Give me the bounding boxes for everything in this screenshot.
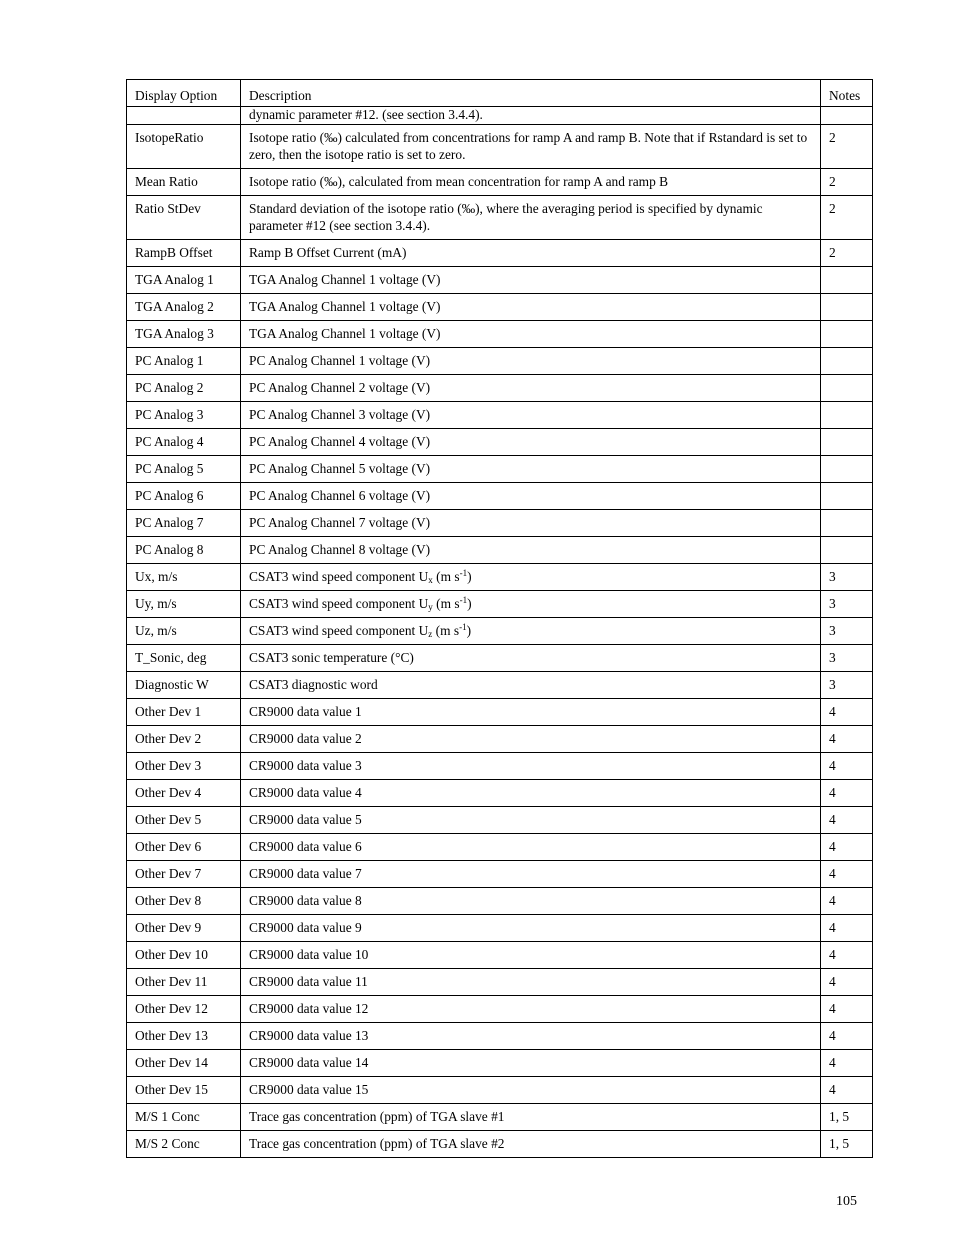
notes-cell: 4 [821, 969, 873, 996]
notes-cell [821, 321, 873, 348]
description-cell: PC Analog Channel 5 voltage (V) [241, 456, 821, 483]
description-part-sup: -1 [459, 622, 467, 632]
notes-cell: 4 [821, 915, 873, 942]
description-cell: CR9000 data value 10 [241, 942, 821, 969]
notes-cell [821, 429, 873, 456]
description-cell: CR9000 data value 13 [241, 1023, 821, 1050]
table-row [127, 591, 873, 618]
table-row [127, 169, 873, 196]
description-cell: CR9000 data value 4 [241, 780, 821, 807]
description-part-post: ) [467, 569, 472, 584]
display-option-cell: Other Dev 4 [127, 780, 241, 807]
notes-cell: 4 [821, 726, 873, 753]
description-cell: CR9000 data value 8 [241, 888, 821, 915]
description-part-mid: (m s [432, 623, 460, 638]
table-row [127, 699, 873, 726]
continuation-description: dynamic parameter #12. (see section 3.4.4). [241, 107, 821, 125]
description-part-pre: CSAT3 wind speed component U [249, 596, 429, 611]
description-part-sub: x [428, 575, 433, 585]
display-option-cell: M/S 1 Conc [127, 1104, 241, 1131]
table-row [127, 969, 873, 996]
description-part-sub: y [428, 602, 433, 612]
notes-cell: 4 [821, 942, 873, 969]
description-cell: PC Analog Channel 6 voltage (V) [241, 483, 821, 510]
notes-cell: 4 [821, 996, 873, 1023]
table-row [127, 834, 873, 861]
description-cell: TGA Analog Channel 1 voltage (V) [241, 294, 821, 321]
notes-cell: 2 [821, 169, 873, 196]
table-row [127, 456, 873, 483]
header-description: Description [241, 80, 821, 107]
header-notes: Notes [821, 80, 873, 107]
description-cell: PC Analog Channel 7 voltage (V) [241, 510, 821, 537]
description-cell: Isotope ratio (‰), calculated from mean concentration for ramp A and ramp B [241, 169, 821, 196]
display-option-cell: PC Analog 3 [127, 402, 241, 429]
table-row [127, 1131, 873, 1158]
description-cell: CR9000 data value 15 [241, 1077, 821, 1104]
display-option-cell: PC Analog 1 [127, 348, 241, 375]
notes-cell: 3 [821, 591, 873, 618]
notes-cell: 2 [821, 196, 873, 240]
table-header-row [127, 80, 873, 107]
display-option-cell: Other Dev 12 [127, 996, 241, 1023]
display-option-cell: Diagnostic W [127, 672, 241, 699]
display-option-cell: Uz, m/s [127, 618, 241, 645]
display-option-cell: TGA Analog 3 [127, 321, 241, 348]
table-row [127, 240, 873, 267]
description-part-post: ) [467, 596, 472, 611]
notes-cell: 3 [821, 672, 873, 699]
description-part-mid: (m s [432, 596, 460, 611]
description-cell: CR9000 data value 3 [241, 753, 821, 780]
table-row [127, 537, 873, 564]
notes-cell: 4 [821, 1050, 873, 1077]
notes-cell: 2 [821, 240, 873, 267]
display-option-cell: TGA Analog 2 [127, 294, 241, 321]
display-option-cell: PC Analog 7 [127, 510, 241, 537]
description-part-sup: -1 [459, 568, 468, 578]
table-row [127, 1104, 873, 1131]
table-row [127, 888, 873, 915]
description-part-sub: z [428, 629, 433, 639]
table-row [127, 753, 873, 780]
continuation-notes-cell [821, 107, 873, 125]
notes-cell: 4 [821, 807, 873, 834]
table-row [127, 321, 873, 348]
description-cell: PC Analog Channel 2 voltage (V) [241, 375, 821, 402]
description-cell: CR9000 data value 14 [241, 1050, 821, 1077]
display-option-cell: Other Dev 13 [127, 1023, 241, 1050]
display-option-cell: PC Analog 4 [127, 429, 241, 456]
description-cell: CR9000 data value 6 [241, 834, 821, 861]
display-option-cell: Other Dev 10 [127, 942, 241, 969]
continuation-row [127, 107, 873, 125]
table-row [127, 375, 873, 402]
table-row [127, 672, 873, 699]
display-option-cell: Other Dev 2 [127, 726, 241, 753]
description-cell: Isotope ratio (‰) calculated from concentrations for ramp A and ramp B. Note that if Rstandard is set to zero, then the isotope ratio is set to zero. [241, 125, 821, 169]
notes-cell: 3 [821, 564, 873, 591]
display-option-cell: Other Dev 15 [127, 1077, 241, 1104]
notes-cell: 4 [821, 1077, 873, 1104]
notes-cell [821, 402, 873, 429]
notes-cell: 4 [821, 861, 873, 888]
display-option-cell: Ux, m/s [127, 564, 241, 591]
description-cell: CR9000 data value 12 [241, 996, 821, 1023]
table-row [127, 861, 873, 888]
display-option-cell: Other Dev 14 [127, 1050, 241, 1077]
description-cell: PC Analog Channel 1 voltage (V) [241, 348, 821, 375]
description-cell [241, 564, 821, 591]
notes-cell: 4 [821, 888, 873, 915]
table-row [127, 996, 873, 1023]
display-option-cell: M/S 2 Conc [127, 1131, 241, 1158]
notes-cell: 3 [821, 645, 873, 672]
table-row [127, 510, 873, 537]
table-row [127, 1077, 873, 1104]
notes-cell [821, 294, 873, 321]
table-row [127, 125, 873, 169]
table-row [127, 294, 873, 321]
header-display-option: Display Option [127, 80, 241, 107]
display-option-cell: Other Dev 1 [127, 699, 241, 726]
display-option-cell: Uy, m/s [127, 591, 241, 618]
description-cell: PC Analog Channel 4 voltage (V) [241, 429, 821, 456]
notes-cell [821, 510, 873, 537]
display-option-cell: PC Analog 5 [127, 456, 241, 483]
display-options-table [126, 79, 873, 1158]
display-option-cell: TGA Analog 1 [127, 267, 241, 294]
notes-cell: 4 [821, 699, 873, 726]
table-row [127, 1050, 873, 1077]
display-option-cell: Other Dev 3 [127, 753, 241, 780]
description-cell: CR9000 data value 11 [241, 969, 821, 996]
display-option-cell: Other Dev 6 [127, 834, 241, 861]
display-option-cell: Other Dev 5 [127, 807, 241, 834]
notes-cell: 2 [821, 125, 873, 169]
display-option-cell: Mean Ratio [127, 169, 241, 196]
table-row [127, 915, 873, 942]
description-cell: CR9000 data value 2 [241, 726, 821, 753]
description-cell: Ramp B Offset Current (mA) [241, 240, 821, 267]
display-option-cell: Ratio StDev [127, 196, 241, 240]
description-cell: Standard deviation of the isotope ratio (‰), where the averaging period is specified by dynamic parameter #12 (see section 3.4.4). [241, 196, 821, 240]
description-part-pre: CSAT3 wind speed component U [249, 623, 429, 638]
continuation-option-cell [127, 107, 241, 125]
description-part-post: ) [466, 623, 472, 638]
description-cell: PC Analog Channel 8 voltage (V) [241, 537, 821, 564]
description-cell: TGA Analog Channel 1 voltage (V) [241, 321, 821, 348]
notes-cell [821, 456, 873, 483]
description-cell: Trace gas concentration (ppm) of TGA slave #1 [241, 1104, 821, 1131]
table-row [127, 807, 873, 834]
display-option-cell: Other Dev 11 [127, 969, 241, 996]
display-option-cell: Other Dev 7 [127, 861, 241, 888]
description-cell [241, 618, 821, 645]
display-option-cell: IsotopeRatio [127, 125, 241, 169]
table-row [127, 196, 873, 240]
table-row [127, 348, 873, 375]
description-cell: CSAT3 diagnostic word [241, 672, 821, 699]
table-row [127, 1023, 873, 1050]
table-row [127, 726, 873, 753]
page-number: 105 [836, 1194, 857, 1209]
description-cell: CR9000 data value 1 [241, 699, 821, 726]
table-row [127, 645, 873, 672]
notes-cell [821, 537, 873, 564]
notes-cell [821, 348, 873, 375]
notes-cell: 4 [821, 780, 873, 807]
table-row [127, 429, 873, 456]
description-part-sup: -1 [459, 595, 468, 605]
table-row [127, 267, 873, 294]
table-row [127, 564, 873, 591]
notes-cell: 1, 5 [821, 1104, 873, 1131]
display-option-cell: PC Analog 2 [127, 375, 241, 402]
display-option-cell: PC Analog 6 [127, 483, 241, 510]
table-row [127, 402, 873, 429]
description-cell: CR9000 data value 9 [241, 915, 821, 942]
description-part-mid: (m s [432, 569, 460, 584]
description-part-pre: CSAT3 wind speed component U [249, 569, 429, 584]
description-cell: PC Analog Channel 3 voltage (V) [241, 402, 821, 429]
notes-cell: 1, 5 [821, 1131, 873, 1158]
notes-cell: 4 [821, 834, 873, 861]
display-option-cell: RampB Offset [127, 240, 241, 267]
display-option-cell: Other Dev 8 [127, 888, 241, 915]
table-row [127, 618, 873, 645]
notes-cell [821, 375, 873, 402]
display-option-cell: PC Analog 8 [127, 537, 241, 564]
notes-cell: 3 [821, 618, 873, 645]
display-option-cell: T_Sonic, deg [127, 645, 241, 672]
notes-cell [821, 267, 873, 294]
display-option-cell: Other Dev 9 [127, 915, 241, 942]
notes-cell [821, 483, 873, 510]
table-row [127, 780, 873, 807]
notes-cell: 4 [821, 1023, 873, 1050]
table-row [127, 942, 873, 969]
description-cell: CSAT3 sonic temperature (°C) [241, 645, 821, 672]
description-cell: CR9000 data value 5 [241, 807, 821, 834]
description-cell: TGA Analog Channel 1 voltage (V) [241, 267, 821, 294]
description-cell [241, 591, 821, 618]
notes-cell: 4 [821, 753, 873, 780]
description-cell: Trace gas concentration (ppm) of TGA slave #2 [241, 1131, 821, 1158]
table-row [127, 483, 873, 510]
description-cell: CR9000 data value 7 [241, 861, 821, 888]
